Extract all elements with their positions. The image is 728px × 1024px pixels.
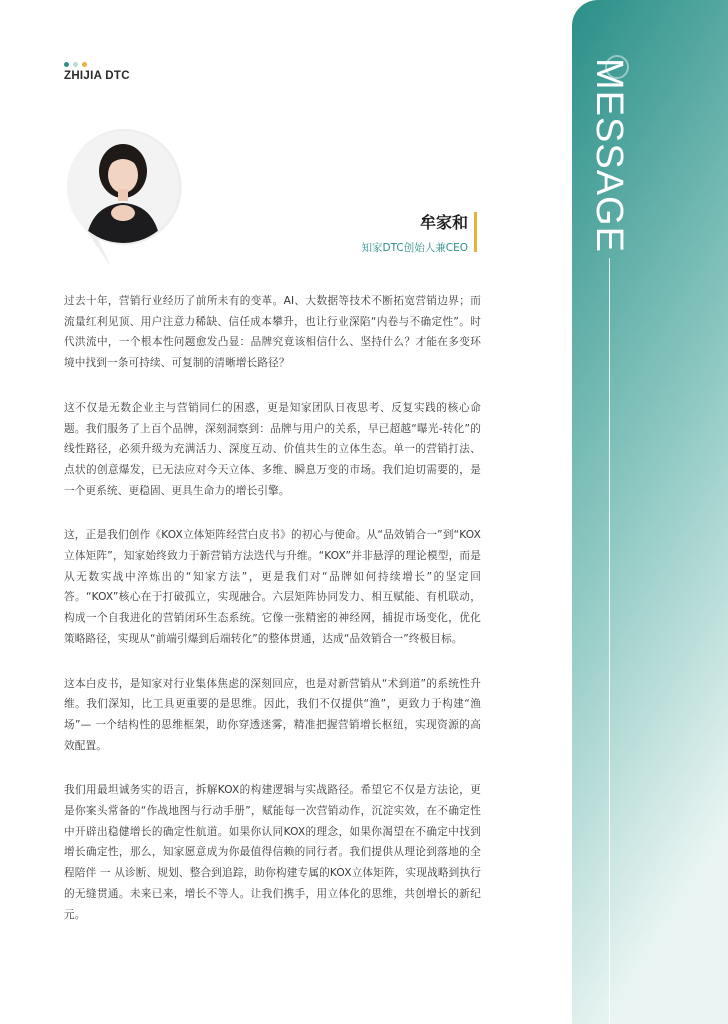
brand-dots <box>64 62 87 67</box>
author-portrait <box>63 127 183 270</box>
message-body <box>64 291 481 949</box>
message-heading <box>590 58 628 258</box>
paragraph-4: 这本白皮书，是知家对行业集体焦虑的深刻回应，也是对新营销从“术到道”的系统性升维。我们深知，比工具更重要的是思维。因此，我们不仅提供“渔”，更致力于构建“渔场”— 一个结构性的思维框架，助你穿透迷雾，精准把握营销增长枢纽，实现资源的高效配置。 <box>64 677 481 752</box>
brand-name: ZHIJIA DTC <box>64 70 130 82</box>
paragraph-3: 这，正是我们创作《KOX立体矩阵经营白皮书》的初心与使命。从“品效销合一”到“KOX立体矩阵”，知家始终致力于新营销方法迭代与升维。“KOX”并非悬浮的理论模型，而是从无数实战中淬炼出的“知家方法”，更是我们对“品牌如何持续增长”的坚定回答。“KOX”核心在于打破孤立，实现融合。六层矩阵协同发力、相互赋能、有机联动，构成一个自我进化的营销闭环生态系统。它像一张精密的神经网，捕捉市场变化，优化策略路径，实现从“前端引爆到后端转化”的整体贯通，达成“品效销合一”终极目标。 <box>64 529 481 645</box>
brand-dot-3 <box>82 62 87 67</box>
author-name: 牟家和 <box>419 213 468 232</box>
paragraph-1: 过去十年，营销行业经历了前所未有的变革。AI、大数据等技术不断拓宽营销边界；而流量红利见顶、用户注意力稀缺、信任成本攀升，也让行业深陷“内卷与不确定性”。时代洪流中，一个根本性问题愈发凸显：品牌究竟该相信什么、坚持什么？才能在多变环境中找到一条可持续、可复制的清晰增长路径？ <box>64 295 481 370</box>
brand-dot-2 <box>73 62 78 67</box>
author-title: 知家DTC创始人兼CEO <box>361 242 468 254</box>
brand-dot-1 <box>64 62 69 67</box>
author-block <box>362 213 468 255</box>
paragraph-2: 这不仅是无数企业主与营销同仁的困惑，更是知家团队日夜思考、反复实践的核心命题。我们服务了上百个品牌，深刻洞察到：品牌与用户的关系，早已超越“曝光-转化”的线性路径，必须升级为充满活力、深度互动、价值共生的立体生态。单一的营销打法、点状的创意爆发，已无法应对今天立体、多维、瞬息万变的市场。我们迫切需要的，是一个更系统、更稳固、更具生命力的增长引擎。 <box>64 401 481 497</box>
message-divider-line <box>609 258 610 1024</box>
message-heading-text: MESSAGE <box>588 58 630 253</box>
paragraph-5: 我们用最坦诚务实的语言，拆解KOX的构建逻辑与实战路径。希望它不仅是方法论，更是你案头常备的“作战地图与行动手册”，赋能每一次营销动作，沉淀实效，在不确定性中开辟出稳健增长的确定性航道。如果你认同KOX的理念，如果你渴望在不确定中找到增长确定性，那么，知家愿意成为你最值得信赖的同行者。我们提供从理论到落地的全程陪伴 一 从诊断、规划、整合到追踪，助你构建专属的KOX立体矩阵，实现战略到执行的无缝贯通。未来已来，增长不等人。让我们携手，用立体化的思维，共创增长的新纪元。 <box>64 784 481 921</box>
author-accent-bar <box>474 212 477 252</box>
